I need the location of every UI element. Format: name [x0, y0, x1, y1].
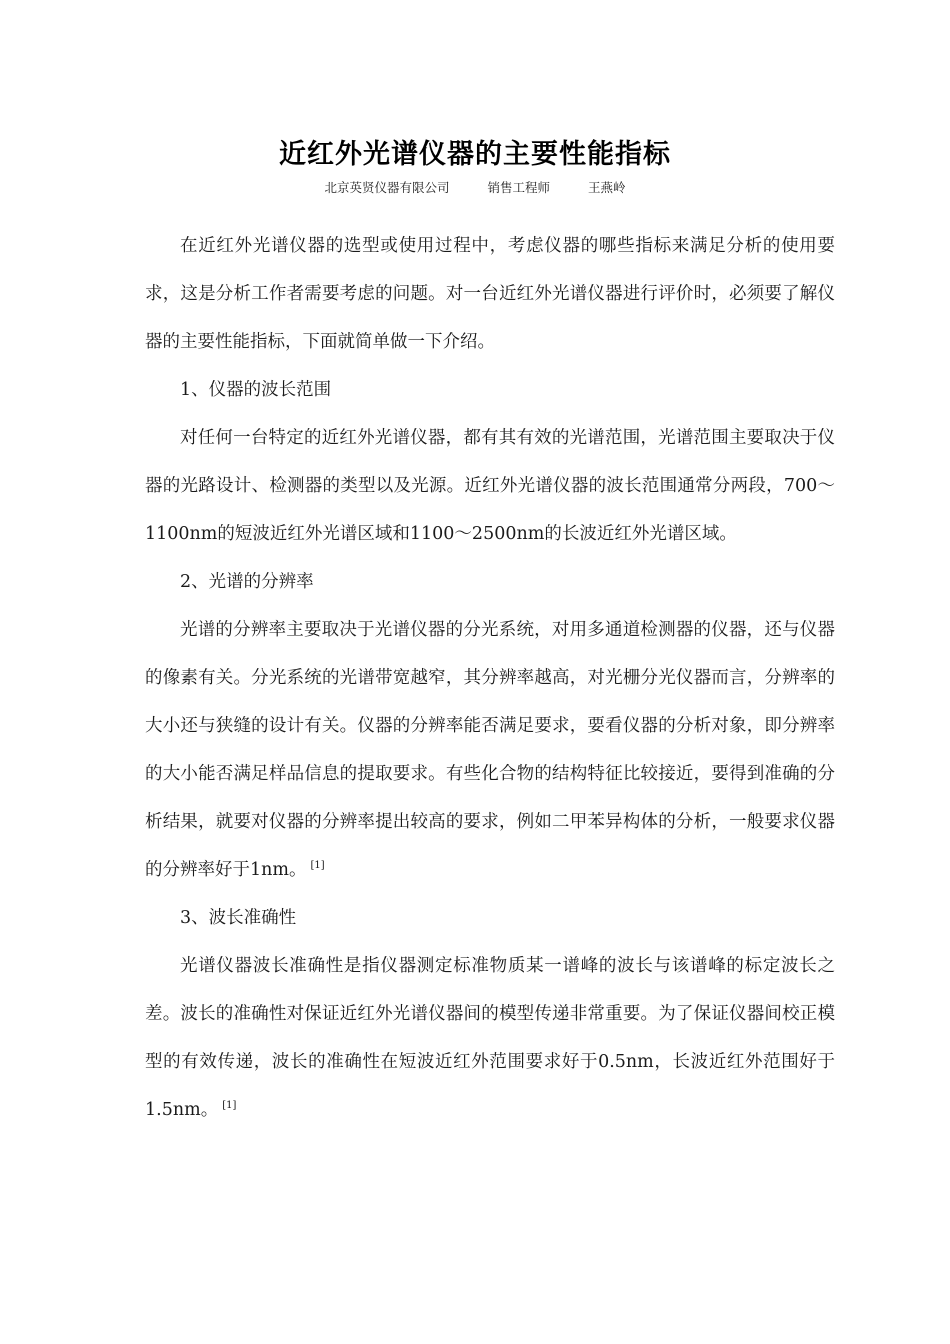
page-title: 近红外光谱仪器的主要性能指标 — [279, 139, 671, 170]
citation-marker: [1] — [310, 860, 325, 872]
section-heading: 1、仪器的波长范围 — [180, 380, 332, 400]
section-paragraph — [145, 606, 835, 894]
section-heading: 3、波长准确性 — [180, 908, 297, 928]
section-text: 光谱的分辨率主要取决于光谱仪器的分光系统，对用多通道检测器的仪器，还与仪器的像素有关。分光系统的光谱带宽越窄，其分辨率越高，对光栅分光仪器而言，分辨率的大小还与狭缝的设计有关。仪器的分辨率能否满足要求，要看仪器的分析对象，即分辨率的大小能否满足样品信息的提取要求。有些化合物的结构特征比较接近，要得到准确的分析结果，就要对仪器的分辨率提出较高的要求，例如二甲苯异构体的分析，一般要求仪器的分辨率好于1nm。 — [145, 620, 835, 880]
section-heading: 2、光谱的分辨率 — [180, 572, 314, 592]
section-text: 光谱仪器波长准确性是指仪器测定标准物质某一谱峰的波长与该谱峰的标定波长之差。波长的准确性对保证近红外光谱仪器间的模型传递非常重要。为了保证仪器间校正模型的有效传递，波长的准确性在短波近红外范围要求好于0.5nm，长波近红外范围好于1.5nm。 — [145, 956, 835, 1120]
section-paragraph — [145, 942, 835, 1134]
article-body — [145, 222, 835, 1134]
citation-marker: [1] — [222, 1100, 237, 1112]
byline-author: 王燕岭 — [588, 180, 626, 195]
intro-paragraph: 在近红外光谱仪器的选型或使用过程中，考虑仪器的哪些指标来满足分析的使用要求，这是分析工作者需要考虑的问题。对一台近红外光谱仪器进行评价时，必须要了解仪器的主要性能指标，下面就简单做一下介绍。 — [145, 236, 835, 352]
byline-company: 北京英贤仪器有限公司 — [324, 180, 450, 195]
byline — [0, 178, 950, 196]
byline-role: 销售工程师 — [487, 180, 550, 195]
section-paragraph — [145, 414, 835, 558]
section-text: 对任何一台特定的近红外光谱仪器，都有其有效的光谱范围，光谱范围主要取决于仪器的光路设计、检测器的类型以及光源。近红外光谱仪器的波长范围通常分两段，700～1100nm的短波近红外光谱区域和1100～2500nm的长波近红外光谱区域。 — [145, 428, 835, 544]
